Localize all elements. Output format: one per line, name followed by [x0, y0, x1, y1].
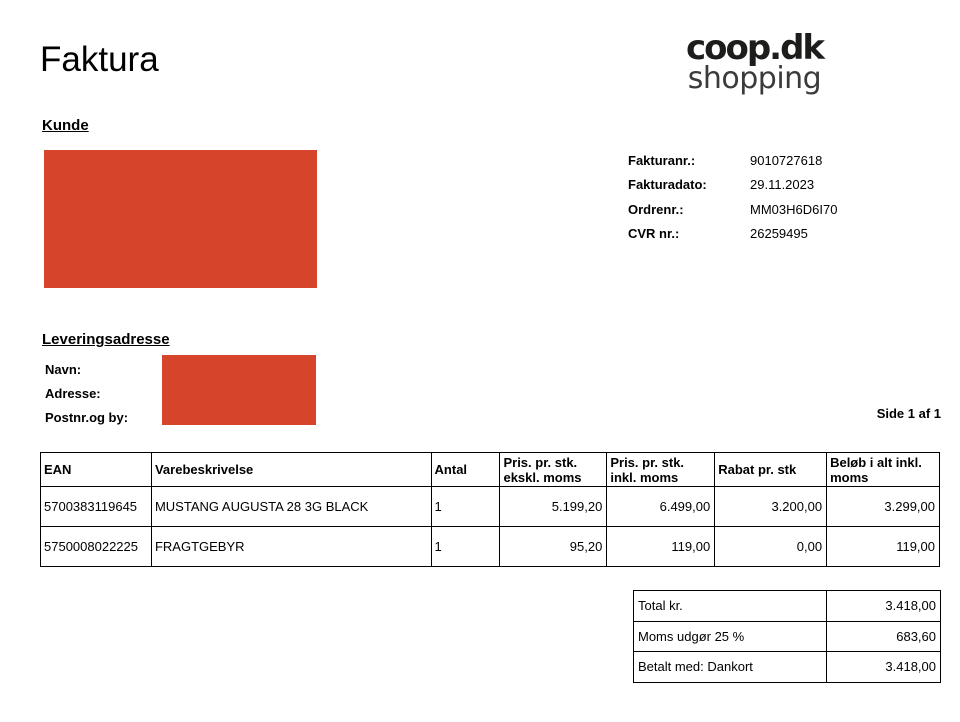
items-header-row	[41, 453, 940, 487]
totals-label: Betalt med: Dankort	[634, 652, 827, 683]
totals-value: 3.418,00	[827, 652, 941, 683]
cell-discount: 3.200,00	[715, 487, 827, 527]
cell-quantity: 1	[431, 487, 500, 527]
meta-label: Ordrenr.:	[628, 201, 684, 217]
col-header-price-excl: Pris. pr. stk. ekskl. moms	[500, 453, 607, 487]
meta-value: 29.11.2023	[750, 177, 815, 193]
delivery-heading: Leveringsadresse	[42, 331, 170, 348]
page-indicator: Side 1 af 1	[876, 406, 941, 421]
meta-value: 9010727618	[750, 152, 823, 168]
cell-discount: 0,00	[715, 527, 827, 567]
meta-row-order-number	[628, 197, 837, 222]
logo-sub-text: shopping	[687, 61, 822, 96]
table-row	[41, 527, 940, 567]
invoice-title: Faktura	[40, 40, 159, 79]
cell-quantity: 1	[431, 527, 500, 567]
totals-value: 3.418,00	[827, 591, 941, 622]
col-header-ean: EAN	[41, 453, 152, 487]
cell-description: MUSTANG AUGUSTA 28 3G BLACK	[151, 487, 431, 527]
coop-logo	[672, 30, 837, 94]
delivery-redaction	[162, 355, 316, 425]
meta-row-invoice-number	[628, 148, 837, 173]
meta-label: Fakturadato:	[628, 177, 707, 193]
totals-row-total	[634, 591, 941, 622]
cell-price-excl: 5.199,20	[500, 487, 607, 527]
customer-redaction	[44, 150, 317, 288]
delivery-label-name: Navn:	[45, 361, 82, 377]
col-header-total: Beløb i alt inkl. moms	[827, 453, 940, 487]
cell-price-incl: 119,00	[607, 527, 715, 567]
invoice-meta	[628, 148, 837, 246]
cell-price-excl: 95,20	[500, 527, 607, 567]
delivery-label-postal: Postnr.og by:	[45, 409, 129, 425]
col-header-discount: Rabat pr. stk	[715, 453, 827, 487]
meta-label: Fakturanr.:	[628, 152, 696, 168]
totals-value: 683,60	[827, 621, 941, 652]
meta-row-cvr	[628, 222, 837, 247]
totals-table	[633, 590, 941, 683]
col-header-quantity: Antal	[431, 453, 500, 487]
totals-label: Moms udgør 25 %	[634, 621, 827, 652]
cell-total: 119,00	[827, 527, 940, 567]
cell-total: 3.299,00	[827, 487, 940, 527]
totals-label: Total kr.	[634, 591, 827, 622]
meta-label: CVR nr.:	[628, 226, 680, 242]
meta-value: MM03H6D6I70	[750, 201, 838, 217]
col-header-price-incl: Pris. pr. stk. inkl. moms	[607, 453, 715, 487]
cell-description: FRAGTGEBYR	[151, 527, 431, 567]
cell-price-incl: 6.499,00	[607, 487, 715, 527]
logo-main-text: coop.dk	[685, 28, 824, 68]
customer-heading: Kunde	[42, 117, 89, 134]
cell-ean: 5700383119645	[41, 487, 152, 527]
totals-row-paid	[634, 652, 941, 683]
meta-row-invoice-date	[628, 173, 837, 198]
delivery-labels	[45, 357, 128, 429]
delivery-label-address: Adresse:	[45, 385, 101, 401]
col-header-description: Varebeskrivelse	[151, 453, 431, 487]
cell-ean: 5750008022225	[41, 527, 152, 567]
table-row	[41, 487, 940, 527]
meta-value: 26259495	[750, 226, 808, 242]
items-table	[40, 452, 940, 567]
totals-row-vat	[634, 621, 941, 652]
